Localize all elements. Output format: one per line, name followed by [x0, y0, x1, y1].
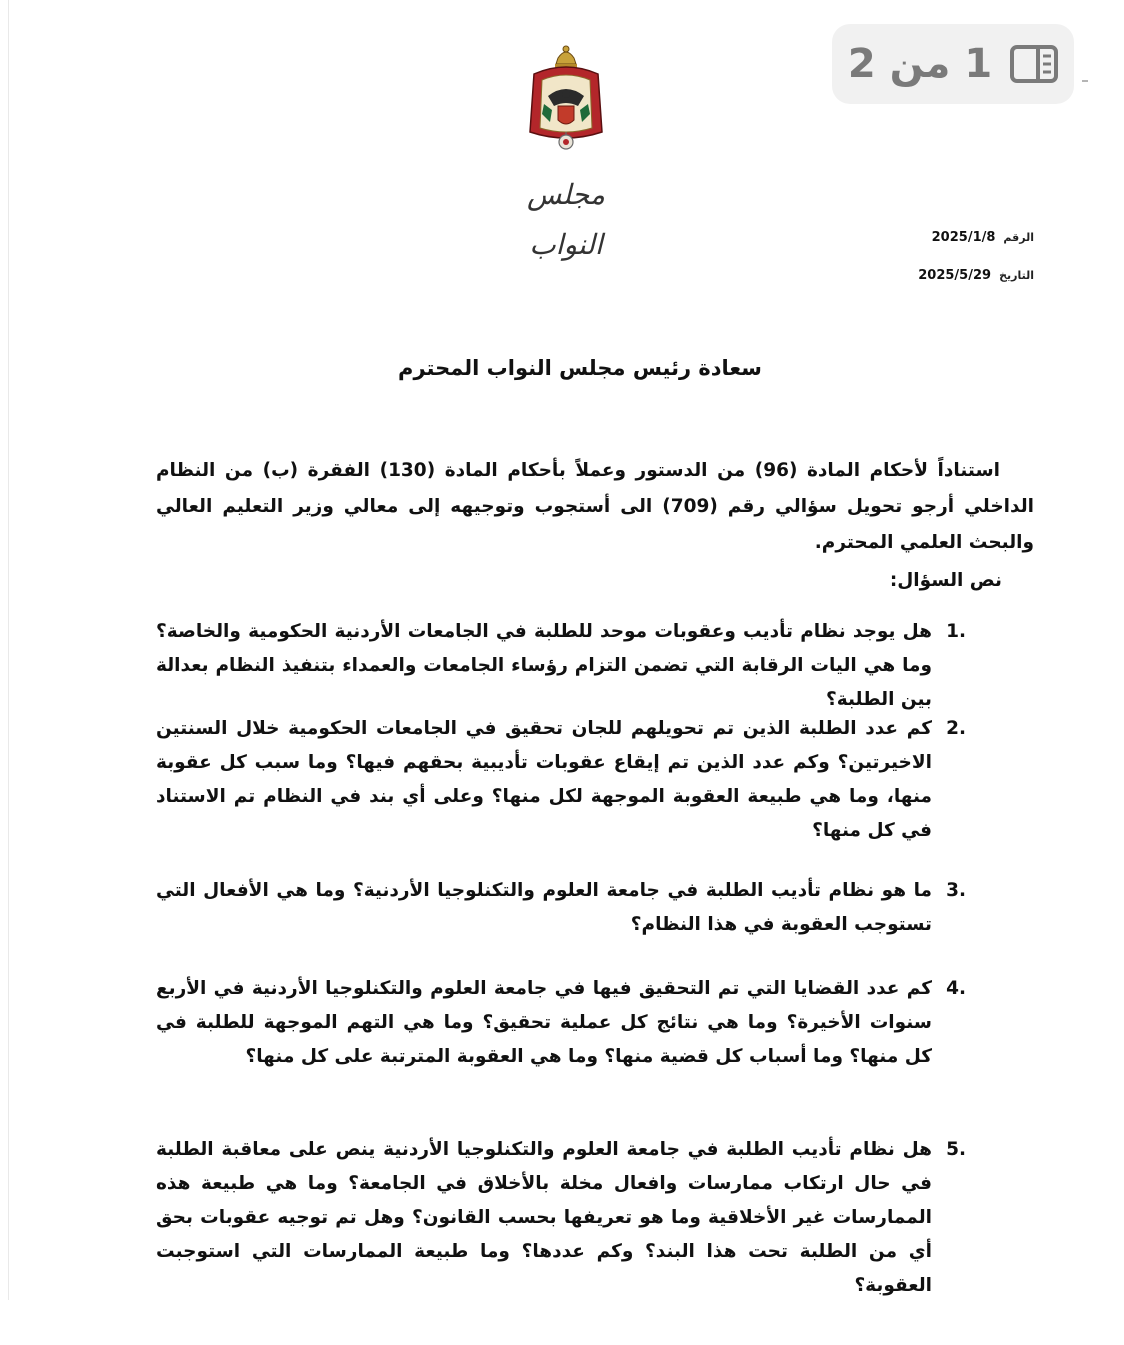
question-heading: نص السؤال:	[889, 570, 1002, 591]
reference-number-value: 2025/1/8	[931, 230, 996, 245]
page-edge-divider	[8, 0, 9, 1300]
salutation: سعادة رئيس مجلس النواب المحترم	[398, 356, 762, 380]
letter-date-label: التاريخ	[999, 269, 1034, 282]
question-number: .1	[946, 621, 966, 642]
letter-date-value: 2025/5/29	[918, 268, 992, 283]
page-counter-badge[interactable]	[832, 24, 1074, 104]
page-counter-text: 1 من 2	[847, 41, 993, 87]
book-open-icon[interactable]	[1010, 45, 1058, 83]
question-item	[156, 712, 966, 848]
question-item	[156, 874, 966, 942]
question-text: كم عدد القضايا التي تم التحقيق فيها في جامعة العلوم والتكنلوجيا الأردنية في الأربع سنوات الأخيرة؟ وما هي نتائج كل عملية تحقيق؟ وما هي التهم الموجهة للطلبة في كل منها؟ وما أسباب كل قضية منها؟ وما هي العقوبة المترتبة على كل منها؟	[156, 978, 932, 1067]
question-text: كم عدد الطلبة الذين تم تحويلهم للجان تحقيق في الجامعات الحكومية خلال السنتين الاخيرتين؟ وكم عدد الذين تم إيقاع عقوبات تأديبية بحقهم فيها؟ وما سبب كل عقوبة منها، وما هي طبيعة العقوبة الموجهة لكل منها؟ وعلى أي بند في النظام تم الاستناد في كل منها؟	[156, 718, 932, 841]
question-text: هل يوجد نظام تأديب وعقوبات موحد للطلبة في الجامعات الأردنية الحكومية والخاصة؟ وما هي اليات الرقابة التي تضمن التزام رؤساء الجامعات والعمداء بتنفيذ النظام بعدالة بين الطلبة؟	[156, 621, 932, 710]
question-item	[156, 615, 966, 717]
reference-number-label: الرقم	[1003, 231, 1034, 244]
question-number: .2	[946, 718, 966, 739]
question-text: هل نظام تأديب الطلبة في جامعة العلوم والتكنلوجيا الأردنية ينص على معاقبة الطلبة في حال ارتكاب ممارسات وافعال مخلة بالأخلاق في الجامعة؟ وما هي طبيعة هذه الممارسات غير الأخلاقية وما هو تعريفها بحسب القانون؟ وهل تم توجيه عقوبات بحق أي من الطلبة تحت هذا البند؟ وكم عددها؟ وما طبيعة الممارسات التي استوجبت العقوبة؟	[156, 1139, 932, 1296]
question-number: .5	[946, 1139, 966, 1160]
question-number: .3	[946, 880, 966, 901]
intro-paragraph: استناداً لأحكام المادة (96) من الدستور وعملاً بأحكام المادة (130) الفقرة (ب) من النظام الداخلي أرجو تحويل سؤالي رقم (709) الى أستجوب وتوجيهه إلى معالي وزير التعليم العالي والبحث العلمي المحترم.	[156, 460, 1034, 553]
institution-name: مجلس النواب	[526, 178, 606, 261]
reference-number	[932, 230, 1034, 245]
jordan-coat-of-arms-icon	[524, 44, 608, 156]
letter-date	[918, 268, 1034, 283]
question-number: .4	[946, 978, 966, 999]
question-item	[156, 972, 966, 1074]
question-text: ما هو نظام تأديب الطلبة في جامعة العلوم والتكنلوجيا الأردنية؟ وما هي الأفعال التي تستوجب العقوبة في هذا النظام؟	[156, 880, 932, 935]
question-item	[156, 1133, 966, 1303]
edge-mark	[1082, 80, 1088, 82]
